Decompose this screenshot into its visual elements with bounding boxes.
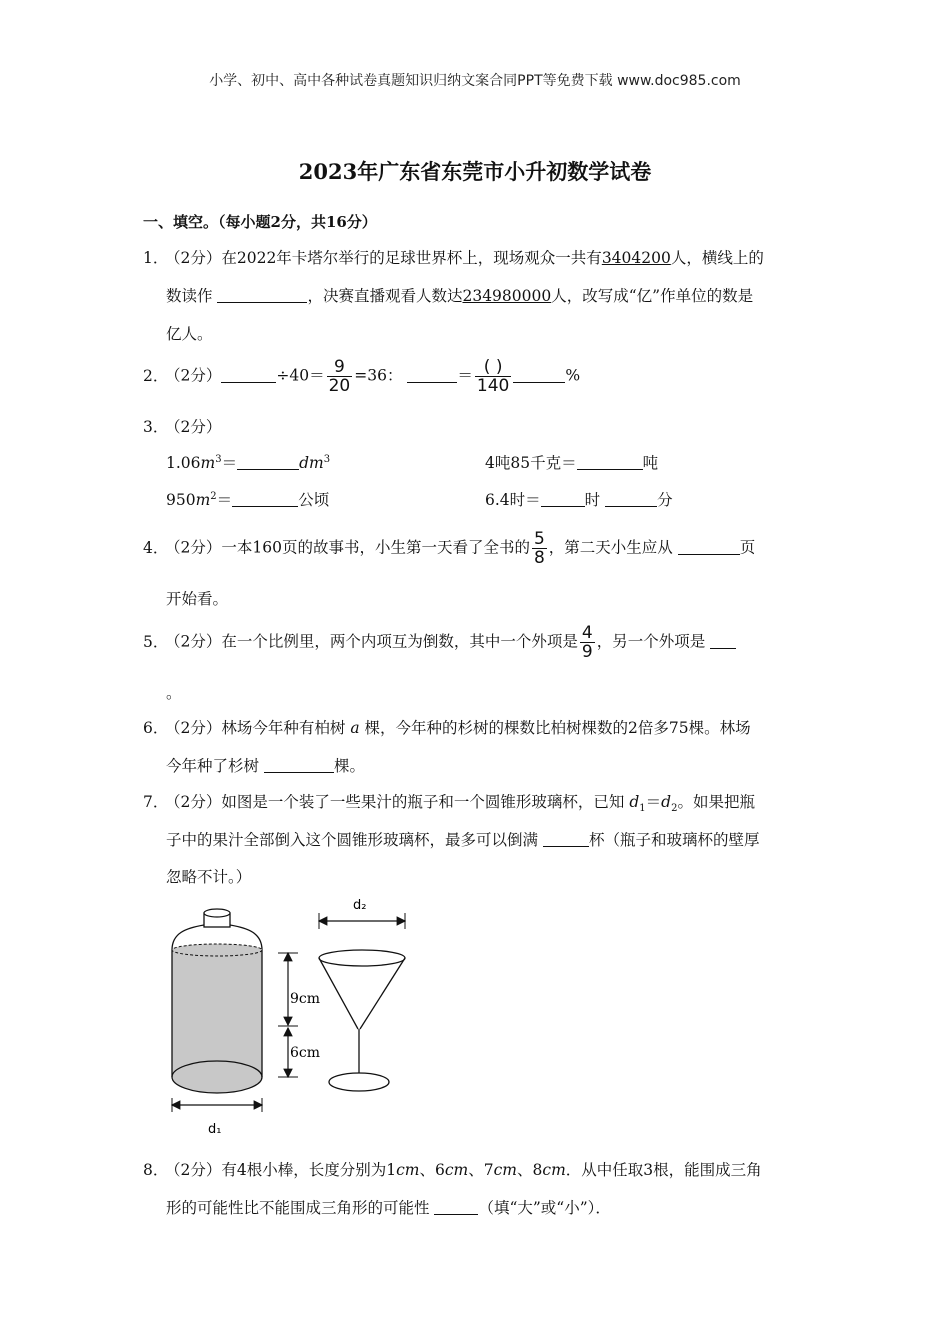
q8-unit-4: cm — [542, 1161, 566, 1179]
q4-frac-denominator: 8 — [533, 548, 545, 568]
q5-text-b: ，另一个外项是 — [596, 632, 706, 651]
q5-frac-denominator: 9 — [581, 642, 593, 662]
q8-text-b: ．从中任取3根，能围成三角 — [565, 1161, 762, 1179]
cone-glass-shape — [319, 950, 405, 1091]
q4-text-d: 开始看。 — [166, 590, 229, 608]
q3-blank-5[interactable] — [605, 492, 657, 507]
q6-line1 — [143, 716, 751, 738]
q5-text-a: （2分）在一个比例里，两个内项互为倒数，其中一个外项是 — [165, 632, 578, 651]
q1-number-2: 234980000 — [462, 287, 552, 305]
q1-line2 — [166, 284, 753, 306]
q2-text-e: % — [565, 366, 581, 385]
q4-text-a: （2分）一本160页的故事书，小生第一天看了全书的 — [165, 538, 530, 557]
q2-line — [143, 358, 580, 395]
q8-text-a: （2分）有4根小棒，长度分别为1 — [165, 1161, 397, 1179]
q6-text-c: 今年种了杉树 — [166, 757, 260, 775]
d2-label: d₂ — [353, 898, 367, 913]
q1-number: 1． — [143, 249, 169, 267]
q3-row2-right — [485, 488, 673, 510]
q3-r1a-eq: ＝ — [221, 454, 238, 472]
q2-number: 2． — [143, 366, 169, 385]
q7-d2-sub: 2 — [671, 803, 678, 815]
q3-r2a-value: 950 — [166, 491, 196, 509]
q7-line1 — [143, 790, 755, 814]
q8-blank[interactable] — [434, 1200, 478, 1215]
q7-text-e: 忽略不计。） — [166, 868, 252, 886]
q8-line2 — [166, 1196, 611, 1218]
q2-frac1-denominator: 20 — [328, 376, 351, 396]
q7-number: 7． — [143, 793, 169, 811]
q1-line3 — [166, 322, 213, 344]
q3-blank-4[interactable] — [541, 492, 585, 507]
q2-frac1-numerator: 9 — [327, 358, 353, 377]
q4-text-c: 页 — [739, 538, 756, 557]
q1-text-a: （2分）在2022年卡塔尔举行的足球世界杯上，现场观众一共有 — [165, 249, 602, 267]
page-header: 小学、初中、高中各种试卷真题知识归纳文案合同PPT等免费下载 www.doc985.com — [209, 73, 741, 89]
q2-text-b: ÷40＝ — [276, 366, 325, 385]
q3-row1-right — [485, 451, 658, 473]
q1-text-f: 亿人。 — [166, 325, 213, 343]
q3-blank-2[interactable] — [577, 455, 643, 470]
q1-number-1: 3404200 — [601, 249, 671, 267]
q7-text-d: 杯（瓶子和玻璃杯的壁厚 — [588, 831, 760, 849]
q8-sep-1: 、6 — [419, 1161, 445, 1179]
q7-line3 — [166, 865, 251, 887]
q7-text-c: 子中的果汁全部倒入这个圆锥形玻璃杯，最多可以倒满 — [166, 831, 539, 849]
height-9-label: 9cm — [290, 991, 321, 1007]
q1-text-b: 人，横线上的 — [670, 249, 764, 267]
q7-d1: d — [629, 793, 640, 811]
q3-r2b-value: 6.4时＝ — [485, 491, 541, 509]
q3-r1b-value: 4吨85千克＝ — [485, 454, 577, 472]
q6-variable: a — [350, 719, 360, 737]
section-heading: 一、填空。（每小题2分，共16分） — [143, 213, 377, 231]
q3-r1a-value: 1.06 — [166, 454, 201, 472]
q7-text-a: （2分）如图是一个装了一些果汁的瓶子和一个圆锥形玻璃杯，已知 — [165, 793, 625, 811]
q6-line2 — [166, 754, 365, 776]
bottle-shape — [172, 909, 262, 1093]
q1-blank-1[interactable] — [217, 288, 307, 303]
q1-line1 — [143, 246, 764, 268]
q3-text-a: （2分） — [165, 418, 222, 436]
q7-line2 — [166, 828, 759, 850]
q3-number: 3． — [143, 418, 169, 436]
q3-blank-3[interactable] — [232, 492, 298, 507]
q1-text-d: ，决赛直播观看人数达 — [307, 287, 463, 305]
q3-r1a-after: dm — [299, 454, 324, 472]
q8-sep-3: 、8 — [517, 1161, 543, 1179]
q5-number: 5． — [143, 632, 169, 651]
q2-blank-3[interactable] — [513, 368, 565, 383]
q3-r2a-exp: 2 — [210, 490, 217, 502]
q3-row2-left — [166, 488, 329, 510]
q6-number: 6． — [143, 719, 169, 737]
q3-line — [143, 415, 221, 437]
page-title: 2023年广东省东莞市小升初数学试卷 — [298, 159, 652, 184]
q2-text-c: =36： — [354, 366, 403, 385]
q4-line1 — [143, 530, 755, 567]
q8-text-c: 形的可能性比不能围成三角形的可能性 — [166, 1199, 430, 1217]
q2-frac2-numerator: ( ) — [475, 358, 511, 377]
q3-r1a-after-exp: 3 — [323, 453, 331, 465]
q3-r2a-after: 公顷 — [298, 491, 330, 509]
q8-unit-3: cm — [493, 1161, 518, 1179]
q5-blank[interactable] — [710, 634, 736, 649]
q2-text-a: （2分） — [165, 366, 222, 385]
q8-text-d: （填“大”或“小”）． — [478, 1199, 611, 1217]
q6-blank[interactable] — [264, 758, 334, 773]
q3-r2a-unit: m — [195, 491, 211, 509]
q2-fraction-2 — [475, 358, 511, 395]
q8-line1 — [143, 1158, 762, 1180]
q4-line2 — [166, 587, 228, 609]
q5-line2 — [166, 681, 182, 703]
q6-text-b: 棵，今年种的杉树的棵数比柏树棵数的2倍多75棵。林场 — [364, 719, 751, 737]
q3-r2b-after: 分 — [657, 491, 673, 509]
q7-figure — [160, 895, 420, 1145]
q3-r1a-exp: 3 — [215, 453, 222, 465]
q5-fraction — [580, 624, 595, 661]
q2-blank-2[interactable] — [407, 368, 457, 383]
q8-unit-2: cm — [444, 1161, 469, 1179]
q3-r2b-mid: 时 — [584, 491, 601, 509]
q5-text-c: 。 — [166, 684, 182, 702]
q3-row1-left — [166, 451, 330, 473]
q7-eq: ＝ — [645, 793, 662, 811]
q4-number: 4． — [143, 538, 169, 557]
q7-text-b: 。如果把瓶 — [677, 793, 755, 811]
q2-blank-1[interactable] — [221, 368, 276, 383]
q5-line1 — [143, 624, 736, 661]
q1-text-e: 人，改写成“亿”作单位的数是 — [551, 287, 754, 305]
q7-blank[interactable] — [543, 832, 589, 847]
q4-fraction — [532, 530, 547, 567]
q7-d1-sub: 1 — [639, 803, 646, 815]
height-6-label: 6cm — [290, 1045, 321, 1061]
q6-text-a: （2分）林场今年种有柏树 — [165, 719, 346, 737]
q8-unit-1: cm — [396, 1161, 420, 1179]
q4-text-b: ，第二天小生应从 — [548, 538, 673, 557]
q6-text-d: 棵。 — [333, 757, 365, 775]
q1-text-c: 数读作 — [166, 287, 213, 305]
q3-r2a-eq: ＝ — [216, 491, 233, 509]
q5-frac-numerator: 4 — [581, 623, 593, 643]
d1-label: d₁ — [208, 1122, 222, 1137]
q3-r1b-after: 吨 — [642, 454, 659, 472]
q2-fraction-1 — [327, 358, 353, 395]
q3-r1a-unit: m — [200, 454, 216, 472]
q4-frac-numerator: 5 — [533, 529, 545, 549]
q2-text-d: ＝ — [457, 366, 473, 385]
q7-d2: d — [661, 793, 672, 811]
q2-frac2-denominator: 140 — [476, 376, 510, 396]
q8-sep-2: 、7 — [468, 1161, 494, 1179]
q3-blank-1[interactable] — [237, 455, 299, 470]
q8-number: 8． — [143, 1161, 169, 1179]
q4-blank[interactable] — [678, 540, 740, 555]
